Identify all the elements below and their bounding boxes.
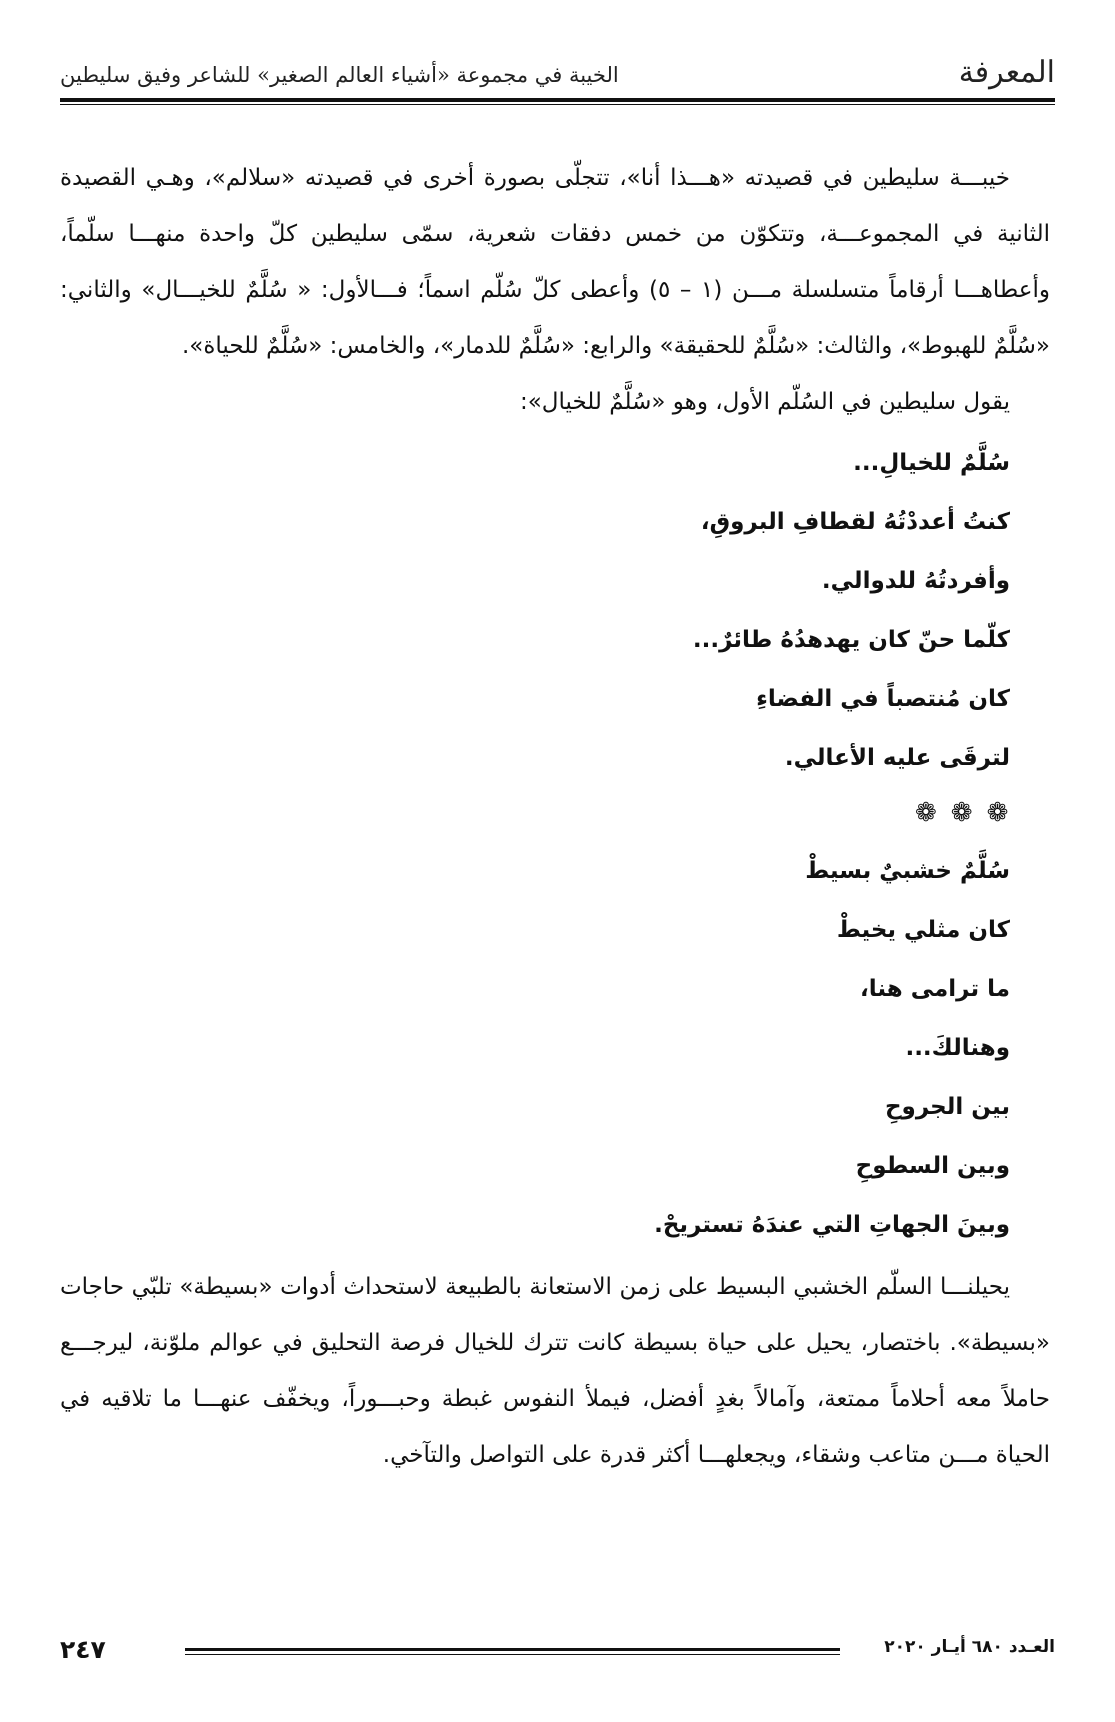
poem-verse: سُلَّمٌ خشبيٌ بسيطْ bbox=[805, 858, 1010, 884]
poem-verse: وهنالكَ... bbox=[905, 1035, 1010, 1061]
poem-verse: كان مُنتصباً في الفضاءِ bbox=[756, 686, 1010, 712]
header-rule-thick bbox=[60, 98, 1055, 102]
poem-stanza-1 bbox=[60, 434, 1050, 788]
poem-verse: ما ترامى هنا، bbox=[860, 976, 1010, 1002]
header-article-title: الخيبة في مجموعة «أشياء العالم الصغير» للشاعر وفيق سليطين bbox=[60, 63, 619, 87]
issue-info: العـدد ٦٨٠ أيـار ٢٠٢٠ bbox=[884, 1637, 1055, 1657]
poem-verse: وبينَ الجهاتِ التي عندَهُ تستريحْ. bbox=[654, 1212, 1010, 1238]
article-body bbox=[60, 150, 1050, 1483]
paragraph-intro: خيبـــة سليطين في قصيدته «هـــذا أنا»، تتجلّى بصورة أخرى في قصيدته «سلالم»، وهـي القصيدة الثانية في المجموعـــة، وتتكوّن من خمس دفقات شعرية، سمّى سليطين كلّ واحدة منهـــا سلّماً، وأعطاهـــا أرقاماً متسلسلة مـــن (١ – ٥) وأعطى كلّ سُلّم اسماً؛ فـــالأول: « سُلَّمٌ للخيـــال» والثاني: «سُلَّمٌ للهبوط»، والثالث: «سُلَّمٌ للحقيقة» والرابع: «سُلَّمٌ للدمار»، والخامس: «سُلَّمٌ للحياة». bbox=[60, 165, 1051, 359]
poem-verse: كان مثلي يخيطْ bbox=[836, 917, 1010, 943]
poem-verse: كلّما حنّ كان يهدهدُهُ طائرٌ... bbox=[692, 627, 1010, 653]
poem-verse: وأفردتُهُ للدوالي. bbox=[821, 568, 1010, 594]
poem-verse: لترقَى عليه الأعالي. bbox=[784, 745, 1010, 771]
footer-rule-thin bbox=[185, 1654, 840, 1655]
poem-verse: سُلَّمٌ للخيالِ... bbox=[853, 450, 1010, 476]
footer-rule-thick bbox=[185, 1648, 840, 1651]
poem-verse: بين الجروحِ bbox=[884, 1094, 1010, 1120]
page-number: ٢٤٧ bbox=[60, 1635, 106, 1664]
header-rule-thin bbox=[60, 104, 1055, 105]
poem-stanza-2 bbox=[60, 842, 1050, 1255]
page-footer bbox=[60, 1635, 1055, 1665]
poem-verse: كنتُ أعددْتُهُ لقطافِ البروقِ، bbox=[700, 509, 1010, 535]
poem-verse: وبين السطوحِ bbox=[855, 1153, 1010, 1179]
paragraph-poem-lead: يقول سليطين في السُلّم الأول، وهو «سُلَّمٌ للخيال»: bbox=[519, 389, 1010, 415]
journal-logo: المعرفة bbox=[958, 55, 1055, 90]
paragraph-analysis: يحيلنـــا السلّم الخشبي البسيط على زمن الاستعانة بالطبيعة لاستحداث أدوات «بسيطة» تلبّي حاجات «بسيطة». باختصار، يحيل على حياة بسيطة كانت تترك للخيال فرصة التحليق في عوالم ملوّنة، ليرجـــع حاملاً معه أحلاماً ممتعة، وآمالاً بغدٍ أفضل، فيملأ النفوس غبطة وحبـــوراً، ويخفّف عنهـــا ما تلاقيه في الحياة مـــن متاعب وشقاء، ويجعلهـــا أكثر قدرة على التواصل والتآخي. bbox=[60, 1274, 1050, 1468]
stanza-separator-ornament: ❁❁❁ bbox=[915, 798, 1023, 828]
